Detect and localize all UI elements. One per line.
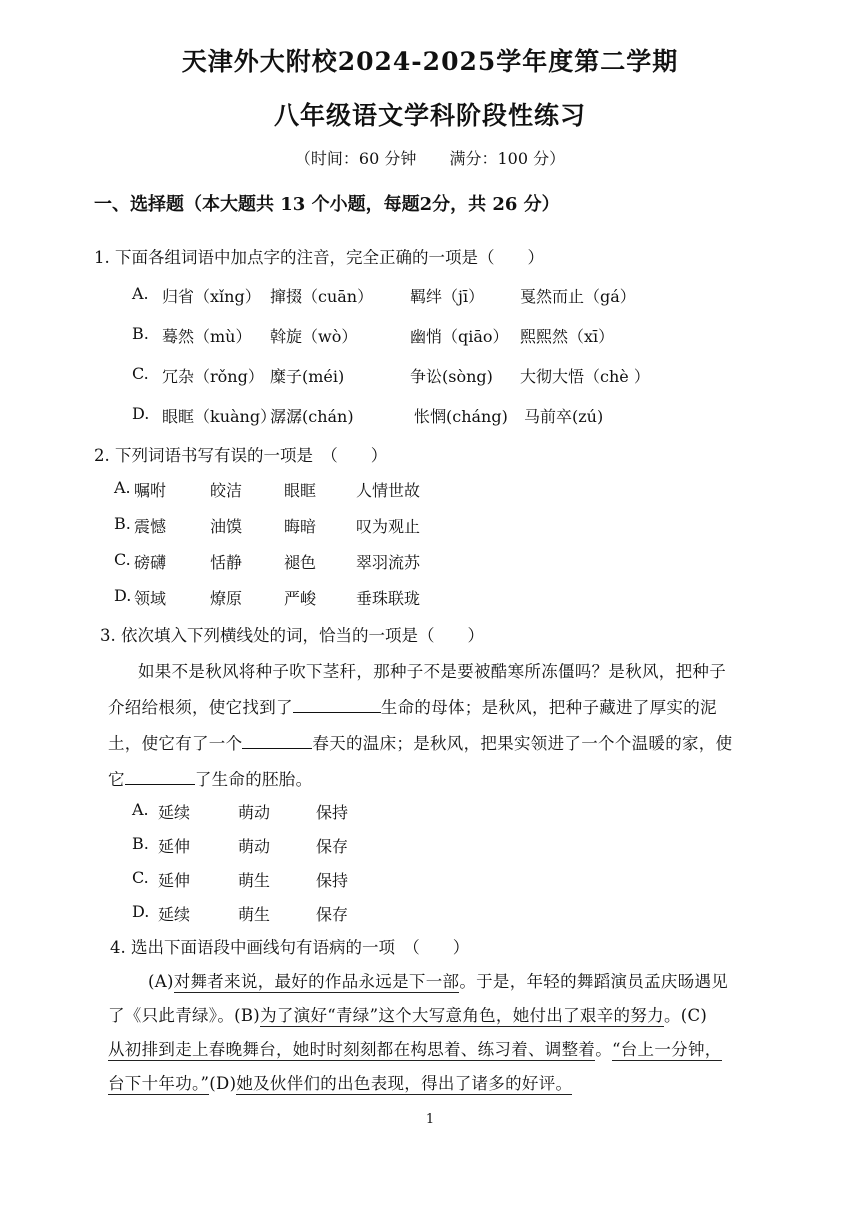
underlined-sentence-b: 为了演好“青绿”这个大写意角色，她付出了艰辛的努力 [260, 1006, 664, 1025]
question-3-option-c [132, 868, 492, 896]
question-3-text-line-1: 如果不是秋风将种子吹下茎秆，那种子不是要被酷寒所冻僵吗？是秋风，把种子 [138, 662, 726, 681]
question-4-text-line-1 [148, 968, 768, 992]
question-4-text-line-2 [108, 1002, 768, 1026]
underlined-sentence-d: 她及伙伴们的出色表现，得出了诸多的好评。 [236, 1074, 573, 1093]
option-item: 皎洁 [210, 481, 243, 500]
underlined-quote-end: 台下十年功。” [108, 1074, 210, 1093]
text-segment: 生命的母体；是秋风，把种子藏进了厚实的泥 [380, 698, 717, 717]
question-2-stem: 2. 下列词语书写有误的一项是 （ ） [94, 446, 388, 465]
option-item: 戛然而止（gá） [520, 287, 636, 306]
option-item: 怅惘(cháng) [414, 407, 508, 426]
question-3-text-line-2 [108, 694, 768, 718]
option-item: 保存 [316, 837, 349, 856]
question-3-stem: 3. 依次填入下列横线处的词，恰当的一项是（ ） [100, 626, 484, 645]
option-item: 延续 [158, 803, 191, 822]
option-item: 垂珠联珑 [356, 589, 421, 608]
option-item: 燎原 [210, 589, 243, 608]
text-segment: 。 [595, 1040, 613, 1059]
question-4-text-line-4 [108, 1070, 768, 1094]
option-item: 糜子(méi) [270, 367, 345, 386]
option-item: 撺掇（cuān） [270, 287, 374, 306]
option-item: 萌生 [238, 871, 271, 890]
sentence-label-d: (D) [209, 1074, 237, 1093]
option-letter: D. [132, 902, 150, 921]
text-segment: 土，使它有了一个 [108, 734, 243, 753]
exam-title: 天津外大附校2024-2025学年度第二学期 [181, 47, 679, 76]
question-4-stem: 4. 选出下面语段中画线句有语病的一项 （ ） [110, 938, 470, 957]
option-item: 延续 [158, 905, 191, 924]
option-item: 褪色 [284, 553, 317, 572]
option-item: 幽悄（qiāo） [410, 327, 509, 346]
underlined-sentence-c: 从初排到走上春晚舞台，她时时刻刻都在构思着、练习着、调整着 [108, 1040, 596, 1059]
question-3-options [132, 800, 492, 936]
sentence-label-a: (A) [148, 972, 174, 991]
option-item: 嘱咐 [134, 481, 167, 500]
text-segment: 春天的温床；是秋风，把果实领进了一个个温暖的家，使 [312, 734, 733, 753]
page-number: 1 [425, 1112, 435, 1127]
option-letter: C. [114, 550, 131, 569]
question-2-option-d [114, 586, 514, 614]
option-item: 眼眶 [284, 481, 317, 500]
option-item: 震憾 [134, 517, 167, 536]
option-item: 油馍 [210, 517, 243, 536]
option-item: 保持 [316, 871, 349, 890]
question-2-option-c [114, 550, 514, 578]
option-item: 潺潺(chán) [270, 407, 354, 426]
underlined-sentence-a: 对舞者来说，最好的作品永远是下一部 [173, 972, 460, 991]
text-segment: 了生命的胚胎。 [194, 770, 313, 789]
question-3-text-line-4 [108, 766, 768, 790]
option-letter: A. [132, 800, 149, 819]
option-item: 争讼(sòng) [410, 367, 493, 386]
question-2-option-b [114, 514, 514, 542]
score-info: 满分：100 分） [449, 149, 566, 168]
option-letter: B. [132, 324, 149, 343]
option-item: 恬静 [210, 553, 243, 572]
option-item: 翠羽流苏 [356, 553, 421, 572]
option-item: 萌动 [238, 837, 271, 856]
time-info: （时间：60 分钟 [294, 149, 417, 168]
option-letter: B. [132, 834, 149, 853]
option-item: 眼眶（kuàng） [162, 407, 277, 426]
exam-subtitle: 八年级语文学科阶段性练习 [273, 101, 586, 130]
option-item: 归省（xǐng） [162, 287, 261, 306]
fill-blank-2[interactable] [242, 734, 312, 749]
question-1-option-d [132, 404, 772, 434]
question-3-text-line-3 [108, 730, 768, 754]
option-letter: A. [132, 284, 149, 303]
question-3-option-d [132, 902, 492, 930]
option-letter: B. [114, 514, 131, 533]
option-item: 保存 [316, 905, 349, 924]
question-1-option-c [132, 364, 772, 394]
option-item: 严峻 [284, 589, 317, 608]
option-item: 大彻大悟（chè ） [520, 367, 650, 386]
question-1-option-a [132, 284, 772, 314]
question-2-option-a [114, 478, 514, 506]
option-item: 马前卒(zú) [524, 407, 604, 426]
section-heading: 一、选择题（本大题共 13 个小题，每题2分，共 26 分） [94, 194, 560, 215]
question-1-option-b [132, 324, 772, 354]
question-1-stem: 1. 下面各组词语中加点字的注音，完全正确的一项是（ ） [94, 248, 544, 267]
option-item: 熙熙然（xī） [520, 327, 615, 346]
option-item: 蓦然（mù） [162, 327, 252, 346]
option-letter: C. [132, 364, 149, 383]
fill-blank-3[interactable] [125, 770, 195, 785]
option-letter: C. [132, 868, 149, 887]
fill-blank-1[interactable] [293, 698, 381, 713]
option-item: 萌生 [238, 905, 271, 924]
question-3-option-b [132, 834, 492, 862]
question-2-options [114, 478, 514, 618]
text-segment: 介绍给根须，使它找到了 [108, 698, 293, 717]
option-item: 保持 [316, 803, 349, 822]
option-item: 延伸 [158, 837, 191, 856]
option-item: 延伸 [158, 871, 191, 890]
option-item: 萌动 [238, 803, 271, 822]
option-item: 冗杂（rǒng） [162, 367, 264, 386]
text-segment: 。于是，年轻的舞蹈演员孟庆旸遇见 [459, 972, 729, 991]
option-letter: D. [132, 404, 150, 423]
option-letter: D. [114, 586, 132, 605]
option-letter: A. [114, 478, 131, 497]
question-1-options [132, 284, 772, 444]
option-item: 叹为观止 [356, 517, 421, 536]
exam-info [0, 146, 860, 169]
question-3-option-a [132, 800, 492, 828]
option-item: 磅礴 [134, 553, 167, 572]
sentence-label-c: 。(C) [663, 1006, 708, 1025]
underlined-quote: “台上一分钟， [612, 1040, 722, 1059]
option-item: 羁绊（jī） [410, 287, 485, 306]
option-item: 人情世故 [356, 481, 421, 500]
option-item: 斡旋（wò） [270, 327, 358, 346]
option-item: 晦暗 [284, 517, 317, 536]
option-item: 领域 [134, 589, 167, 608]
text-segment: 了《只此青绿》。(B) [108, 1006, 261, 1025]
question-4-text-line-3 [108, 1036, 768, 1060]
text-segment: 它 [108, 770, 125, 789]
